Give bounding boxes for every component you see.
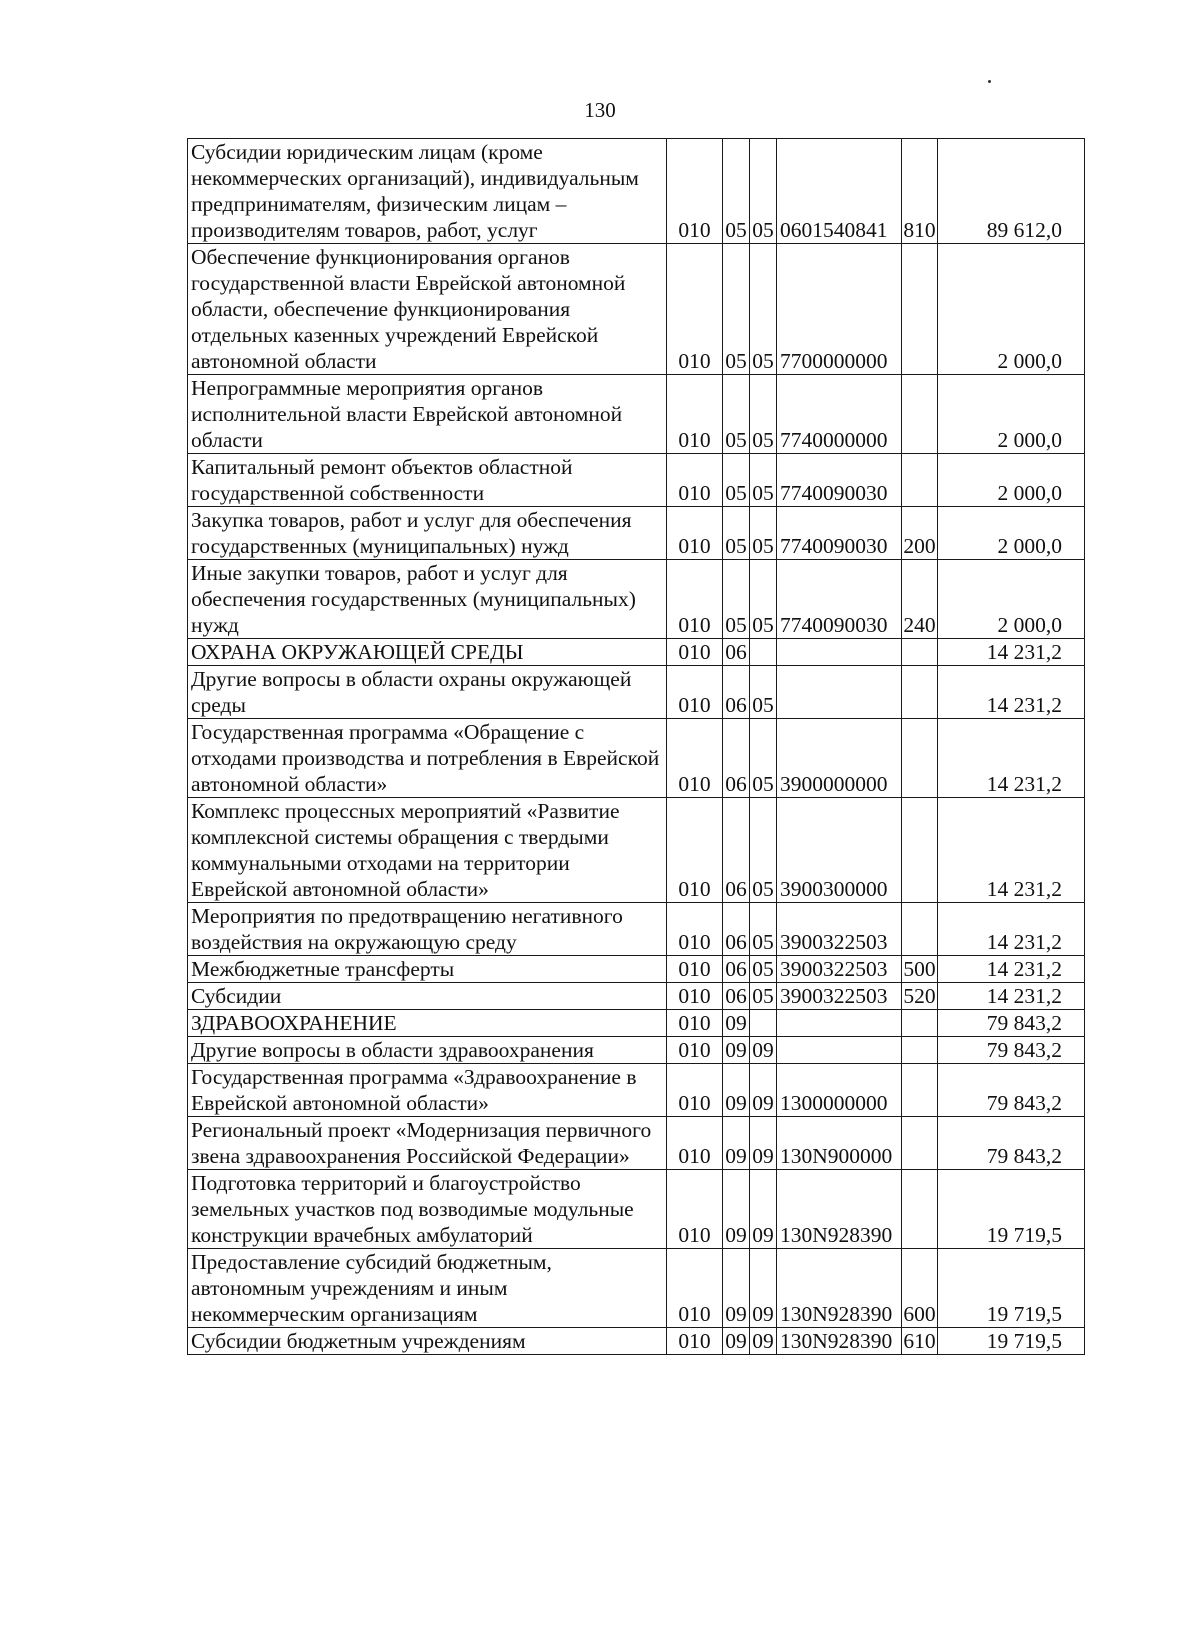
row-grbs-code: 010 [667,244,723,375]
row-amount: 2 000,0 [938,507,1085,560]
row-target-article-code: 3900322503 [777,956,902,983]
row-amount: 79 843,2 [938,1037,1085,1064]
row-subsection-code [750,1010,777,1037]
row-amount: 14 231,2 [938,639,1085,666]
row-grbs-code: 010 [667,139,723,244]
row-name: Комплекс процессных мероприятий «Развитие комплексной системы обращения с твердыми коммунальными отходами на территории Еврейской автономной области» [188,798,667,903]
row-subsection-code [750,639,777,666]
row-section-code: 09 [723,1064,750,1117]
row-expense-type-code: 810 [902,139,938,244]
row-name: Субсидии бюджетным учреждениям [188,1328,667,1355]
row-amount: 14 231,2 [938,983,1085,1010]
row-expense-type-code [902,454,938,507]
table-row [188,139,1085,244]
row-name: Иные закупки товаров, работ и услуг для обеспечения государственных (муниципальных) нужд [188,560,667,639]
row-subsection-code: 09 [750,1170,777,1249]
row-grbs-code: 010 [667,956,723,983]
row-expense-type-code [902,666,938,719]
row-target-article-code: 7740090030 [777,507,902,560]
row-subsection-code: 05 [750,798,777,903]
row-name: Непрограммные мероприятия органов исполнительной власти Еврейской автономной области [188,375,667,454]
row-section-code: 09 [723,1037,750,1064]
row-subsection-code: 05 [750,244,777,375]
row-name: Субсидии [188,983,667,1010]
row-amount: 14 231,2 [938,956,1085,983]
row-amount: 2 000,0 [938,560,1085,639]
table-row [188,798,1085,903]
row-target-article-code: 3900322503 [777,983,902,1010]
row-target-article-code: 130N928390 [777,1170,902,1249]
row-expense-type-code [902,719,938,798]
row-target-article-code: 7740090030 [777,454,902,507]
row-name: Государственная программа «Здравоохранение в Еврейской автономной области» [188,1064,667,1117]
row-name: Подготовка территорий и благоустройство земельных участков под возводимые модульные конструкции врачебных амбулаторий [188,1170,667,1249]
row-target-article-code: 0601540841 [777,139,902,244]
table-row [188,666,1085,719]
row-name: Капитальный ремонт объектов областной государственной собственности [188,454,667,507]
table-row [188,639,1085,666]
row-grbs-code: 010 [667,1170,723,1249]
row-section-code: 06 [723,983,750,1010]
table-row [188,983,1085,1010]
table-row [188,375,1085,454]
row-grbs-code: 010 [667,375,723,454]
row-subsection-code: 09 [750,1328,777,1355]
row-target-article-code: 7740000000 [777,375,902,454]
row-grbs-code: 010 [667,1328,723,1355]
row-subsection-code: 05 [750,507,777,560]
row-grbs-code: 010 [667,454,723,507]
row-target-article-code [777,1010,902,1037]
table-row [188,454,1085,507]
row-expense-type-code [902,1064,938,1117]
budget-table [187,138,1085,1355]
row-name: Другие вопросы в области здравоохранения [188,1037,667,1064]
row-name: Предоставление субсидий бюджетным, автономным учреждениям и иным некоммерческим организациям [188,1249,667,1328]
row-section-code: 05 [723,375,750,454]
row-section-code: 06 [723,719,750,798]
row-target-article-code: 3900322503 [777,903,902,956]
row-expense-type-code [902,639,938,666]
row-section-code: 05 [723,244,750,375]
row-expense-type-code [902,903,938,956]
row-subsection-code: 05 [750,454,777,507]
row-expense-type-code [902,1170,938,1249]
row-amount: 14 231,2 [938,903,1085,956]
row-grbs-code: 010 [667,983,723,1010]
row-section-code: 06 [723,956,750,983]
row-name: Государственная программа «Обращение с отходами производства и потребления в Еврейской автономной области» [188,719,667,798]
row-grbs-code: 010 [667,1117,723,1170]
row-amount: 79 843,2 [938,1064,1085,1117]
table-row [188,1064,1085,1117]
row-target-article-code: 7740090030 [777,560,902,639]
table-row [188,956,1085,983]
row-subsection-code: 09 [750,1037,777,1064]
row-subsection-code: 09 [750,1249,777,1328]
row-name: ЗДРАВООХРАНЕНИЕ [188,1010,667,1037]
row-expense-type-code [902,244,938,375]
row-grbs-code: 010 [667,798,723,903]
row-section-code: 05 [723,560,750,639]
row-expense-type-code [902,1117,938,1170]
row-amount: 2 000,0 [938,454,1085,507]
table-row [188,1117,1085,1170]
row-section-code: 06 [723,903,750,956]
row-subsection-code: 09 [750,1064,777,1117]
row-subsection-code: 09 [750,1117,777,1170]
table-row [188,1249,1085,1328]
row-expense-type-code [902,798,938,903]
row-section-code: 06 [723,666,750,719]
row-grbs-code: 010 [667,1037,723,1064]
row-section-code: 09 [723,1249,750,1328]
row-subsection-code: 05 [750,666,777,719]
row-section-code: 09 [723,1010,750,1037]
row-section-code: 05 [723,454,750,507]
row-expense-type-code [902,375,938,454]
row-expense-type-code: 520 [903,984,936,1008]
row-amount: 19 719,5 [938,1328,1085,1355]
row-expense-type-code: 600 [902,1249,938,1328]
row-expense-type-code [902,1010,938,1037]
row-subsection-code: 05 [750,983,777,1010]
row-amount: 2 000,0 [938,244,1085,375]
row-subsection-code: 05 [750,903,777,956]
row-target-article-code: 130N928390 [777,1328,902,1355]
row-target-article-code: 130N900000 [777,1117,902,1170]
row-grbs-code: 010 [667,719,723,798]
row-grbs-code: 010 [667,1064,723,1117]
table-row [188,560,1085,639]
row-target-article-code [777,666,902,719]
row-amount: 14 231,2 [938,666,1085,719]
row-amount: 19 719,5 [938,1170,1085,1249]
row-name: Другие вопросы в области охраны окружающей среды [188,666,667,719]
table-row [188,1010,1085,1037]
row-section-code: 05 [723,139,750,244]
table-row [188,719,1085,798]
row-name: Межбюджетные трансферты [188,956,667,983]
row-section-code: 09 [723,1328,750,1355]
row-section-code: 09 [723,1117,750,1170]
row-name: Обеспечение функционирования органов государственной власти Еврейской автономной области, обеспечение функционирования отдельных казенных учреждений Еврейской автономной области [188,244,667,375]
row-expense-type-code: 200 [902,507,938,560]
row-subsection-code: 05 [750,560,777,639]
row-grbs-code: 010 [667,666,723,719]
row-grbs-code: 010 [667,639,723,666]
row-grbs-code: 010 [667,1010,723,1037]
row-subsection-code: 05 [750,956,777,983]
row-target-article-code: 3900300000 [777,798,902,903]
row-amount: 14 231,2 [938,798,1085,903]
table-row [188,1037,1085,1064]
row-amount: 2 000,0 [938,375,1085,454]
row-grbs-code: 010 [667,507,723,560]
row-section-code: 05 [723,507,750,560]
row-name: Региональный проект «Модернизация первичного звена здравоохранения Российской Федерации» [188,1117,667,1170]
table-row [188,507,1085,560]
row-expense-type-code: 240 [902,560,938,639]
row-expense-type-code: 610 [903,1329,936,1353]
row-section-code: 06 [723,798,750,903]
row-grbs-code: 010 [667,560,723,639]
table-row [188,244,1085,375]
table-row [188,1170,1085,1249]
table-row [188,903,1085,956]
row-target-article-code: 1300000000 [777,1064,902,1117]
row-grbs-code: 010 [667,903,723,956]
row-amount: 14 231,2 [938,719,1085,798]
row-target-article-code: 3900000000 [777,719,902,798]
row-name: Мероприятия по предотвращению негативного воздействия на окружающую среду [188,903,667,956]
row-subsection-code: 05 [750,375,777,454]
row-amount: 79 843,2 [938,1010,1085,1037]
page-number: 130 [584,98,616,122]
row-section-code: 06 [723,639,750,666]
row-subsection-code: 05 [750,139,777,244]
row-name: ОХРАНА ОКРУЖАЮЩЕЙ СРЕДЫ [188,639,667,666]
table-row [188,1328,1085,1355]
budget-table-body [188,139,1085,1355]
row-target-article-code: 7700000000 [777,244,902,375]
row-expense-type-code: 500 [903,957,936,981]
row-expense-type-code [902,1037,938,1064]
scan-speck [988,80,991,83]
row-amount: 79 843,2 [938,1117,1085,1170]
row-target-article-code: 130N928390 [777,1249,902,1328]
row-subsection-code: 05 [750,719,777,798]
row-name: Субсидии юридическим лицам (кроме некоммерческих организаций), индивидуальным предпринимателям, физическим лицам – производителям товаров, работ, услуг [188,139,667,244]
row-amount: 19 719,5 [938,1249,1085,1328]
row-target-article-code [777,639,902,666]
row-target-article-code [777,1037,902,1064]
row-name: Закупка товаров, работ и услуг для обеспечения государственных (муниципальных) нужд [188,507,667,560]
row-section-code: 09 [723,1170,750,1249]
row-amount: 89 612,0 [938,139,1085,244]
row-grbs-code: 010 [667,1249,723,1328]
